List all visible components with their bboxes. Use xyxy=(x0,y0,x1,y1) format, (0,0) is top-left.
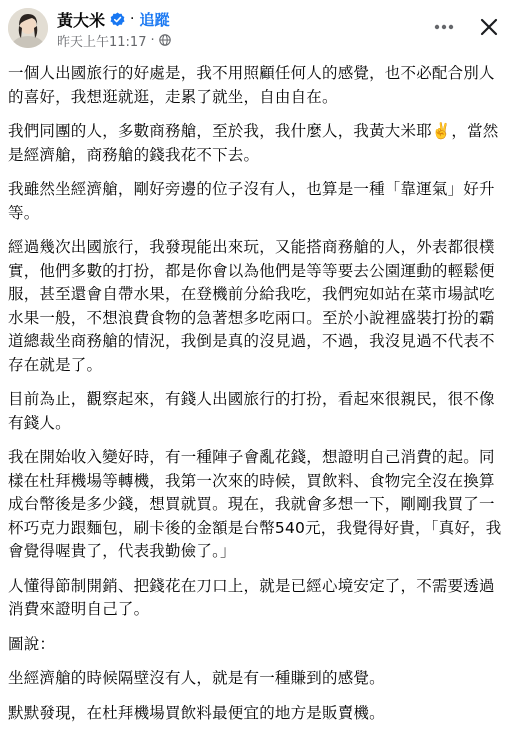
post-paragraph: 人懂得節制開銷、把錢花在刀口上，就是已經心境安定了，不需要透過消費來證明自己了。 xyxy=(8,576,495,618)
author-name[interactable]: 黃大米 xyxy=(57,10,106,30)
post-body xyxy=(0,62,517,736)
more-options-icon xyxy=(434,24,454,30)
follow-button[interactable]: 追蹤 xyxy=(139,10,170,29)
avatar-image xyxy=(8,8,48,48)
post-paragraph: 我在開始收入變好時，有一種陣子會亂花錢，想證明自己消費的起。同樣在杜拜機場等轉機，我第一次來的時候，買飲料、食物完全沒在換算成台幣後是多少錢，想買就買。現在，我就會多想一下，剛剛我買了一杯巧克力跟麵包，刷卡後的金額是台幣540元，我覺得好貴，「真好，我會覺得喔貴了，代表我勤儉了。」 xyxy=(8,448,502,560)
close-button[interactable] xyxy=(476,14,502,40)
post-meta xyxy=(57,31,171,49)
post-paragraph: 默默發現，在杜拜機場買飲料最便宜的地方是販賣機。 xyxy=(8,703,385,722)
post-paragraph: 我雖然坐經濟艙，剛好旁邊的位子沒有人，也算是一種「靠運氣」好升等。 xyxy=(8,180,495,222)
post-paragraph: 圖說： xyxy=(8,634,56,653)
close-icon xyxy=(480,18,498,36)
post-timestamp[interactable]: 昨天上午11:17 xyxy=(57,34,147,50)
more-options-button[interactable] xyxy=(432,15,456,39)
post-header xyxy=(0,0,517,56)
post-paragraph: 我們同團的人，多數商務艙，至於我，我什麼人，我黃大米耶✌️，當然是經濟艙，商務艙的錢我花不下去。 xyxy=(8,122,499,164)
globe-icon[interactable] xyxy=(159,34,171,46)
post-paragraph: 一個人出國旅行的好處是，我不用照顧任何人的感覺，也不必配合別人的喜好，我想逛就逛，走累了就坐，自由自在。 xyxy=(8,64,495,106)
post-paragraph: 經過幾次出國旅行，我發現能出來玩，又能搭商務艙的人，外表都很樸實，他們多數的打扮，都是你會以為他們是等等要去公園運動的輕鬆便服，甚至還會自帶水果，在登機前分給我吃，我們宛如站在菜市場試吃水果一般，不想浪費食物的急著想多吃兩口。至於小說裡盛裝打扮的霸道總裁坐商務艙的情況，我倒是真的沒見過，不過，我沒見過不代表不存在就是了。 xyxy=(8,238,495,374)
separator-dot: · xyxy=(130,11,135,27)
post-paragraph: 目前為止，觀察起來，有錢人出國旅行的打扮，看起來很親民，很不像有錢人。 xyxy=(8,390,495,432)
author-row xyxy=(57,9,169,29)
avatar[interactable] xyxy=(8,8,48,48)
meta-separator: · xyxy=(150,32,155,48)
verified-badge-icon xyxy=(110,12,125,27)
post-paragraph: 坐經濟艙的時候隔壁沒有人，就是有一種賺到的感覺。 xyxy=(8,669,385,687)
